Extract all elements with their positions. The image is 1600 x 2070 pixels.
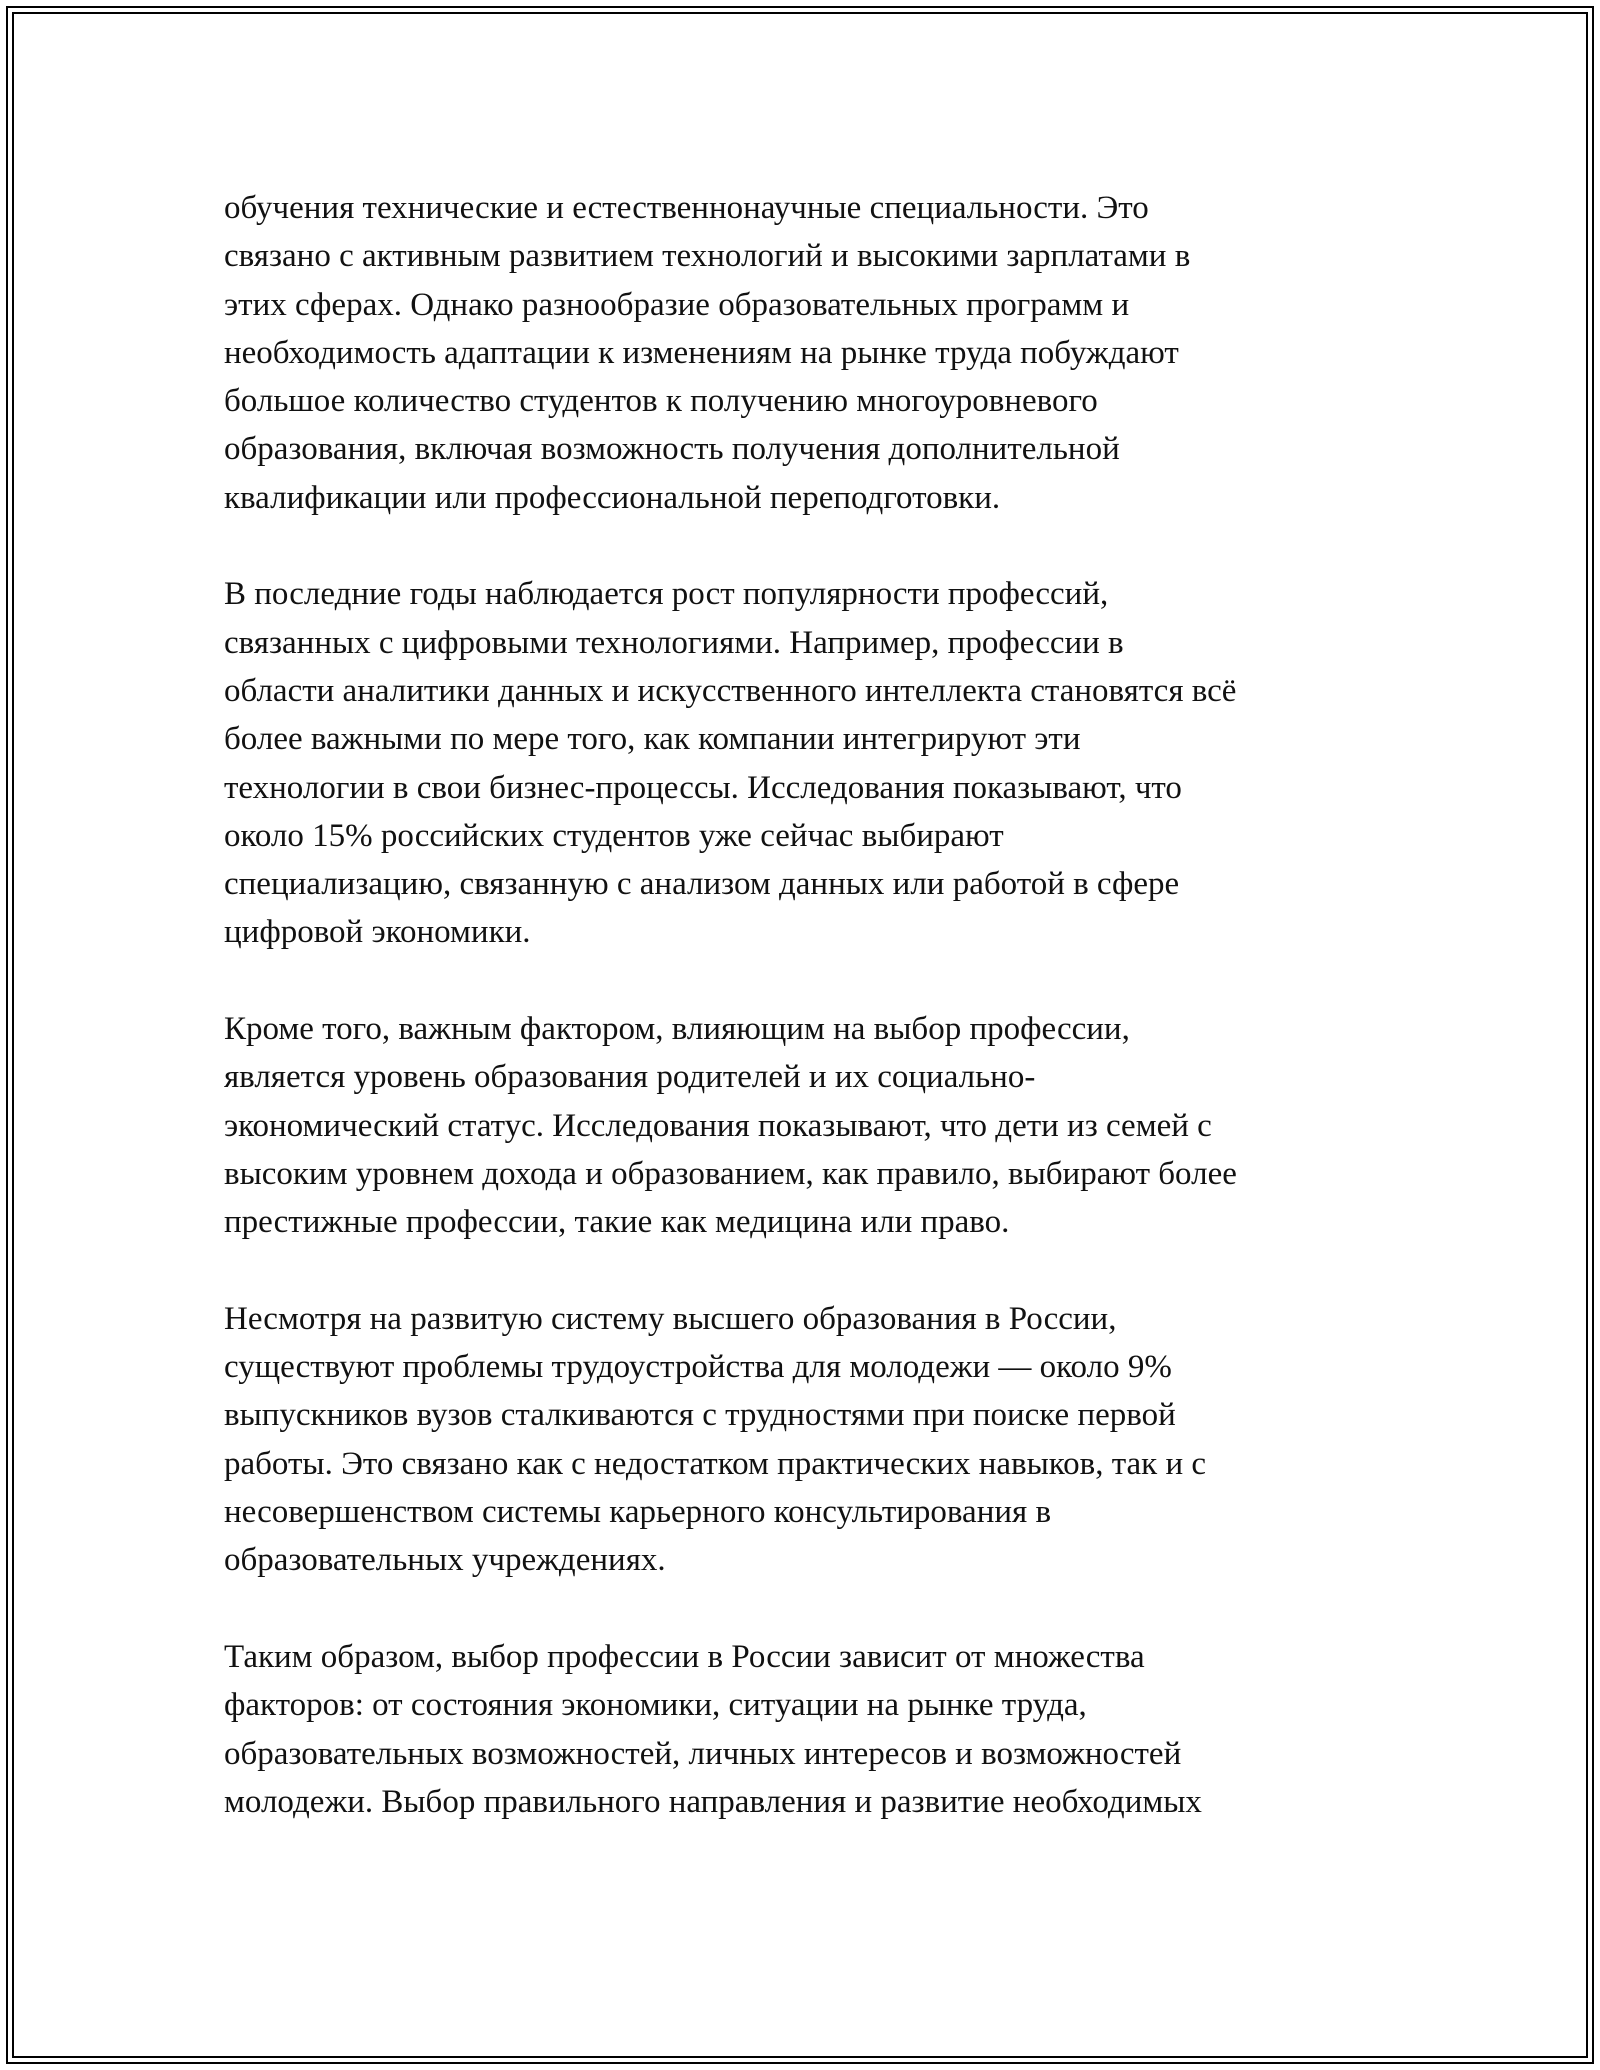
text-line: необходимость адаптации к изменениям на рынке труда побуждают xyxy=(224,334,1179,371)
text-line: Несмотря на развитую систему высшего образования в России, xyxy=(224,1300,1117,1337)
text-line: Таким образом, выбор профессии в России зависит от множества xyxy=(224,1638,1145,1675)
text-line: образовательных учреждениях. xyxy=(224,1542,666,1579)
text-line: связанных с цифровыми технологиями. Например, профессии в xyxy=(224,624,1124,661)
text-line: около 15% российских студентов уже сейчас выбирают xyxy=(224,817,1004,854)
text-line: работы. Это связано как с недостатком практических навыков, так и с xyxy=(224,1445,1207,1482)
text-line: специализацию, связанную с анализом данных или работой в сфере xyxy=(224,866,1180,903)
paragraph-4 xyxy=(224,1295,1384,1585)
text-line: экономический статус. Исследования показывают, что дети из семей с xyxy=(224,1107,1212,1144)
text-line: молодежи. Выбор правильного направления и развитие необходимых xyxy=(224,1783,1202,1820)
text-line: квалификации или профессиональной переподготовки. xyxy=(224,479,1001,516)
text-line: В последние годы наблюдается рост популярности профессий, xyxy=(224,576,1109,613)
document-body xyxy=(224,184,1384,1826)
text-line: обучения технические и естественнонаучные специальности. Это xyxy=(224,190,1149,226)
text-line: области аналитики данных и искусственного интеллекта становятся всё xyxy=(224,672,1237,709)
text-line: несовершенством системы карьерного консультирования в xyxy=(224,1494,1052,1531)
text-line: существуют проблемы трудоустройства для молодежи — около 9% xyxy=(224,1349,1172,1386)
paragraph-3 xyxy=(224,1005,1384,1246)
text-line: факторов: от состояния экономики, ситуации на рынке труда, xyxy=(224,1687,1087,1724)
text-line: высоким уровнем дохода и образованием, как правило, выбирают более xyxy=(224,1155,1237,1192)
text-line: престижные профессии, такие как медицина или право. xyxy=(224,1204,1010,1241)
text-line: этих сферах. Однако разнообразие образовательных программ и xyxy=(224,286,1130,323)
text-line: более важными по мере того, как компании интегрируют эти xyxy=(224,721,1081,758)
text-line: образовательных возможностей, личных интересов и возможностей xyxy=(224,1735,1182,1772)
paragraph-5 xyxy=(224,1633,1384,1826)
text-line: образования, включая возможность получения дополнительной xyxy=(224,431,1120,468)
paragraph-1 xyxy=(224,184,1384,522)
text-line: выпускников вузов сталкиваются с трудностями при поиске первой xyxy=(224,1397,1176,1434)
text-line: большое количество студентов к получению многоуровневого xyxy=(224,383,1098,420)
paragraph-2 xyxy=(224,570,1384,956)
text-line: Кроме того, важным фактором, влияющим на выбор профессии, xyxy=(224,1011,1130,1048)
text-line: является уровень образования родителей и их социально- xyxy=(224,1059,1036,1096)
text-line: технологии в свои бизнес-процессы. Исследования показывают, что xyxy=(224,769,1182,806)
text-line: цифровой экономики. xyxy=(224,914,531,951)
text-line: связано с активным развитием технологий и высокими зарплатами в xyxy=(224,238,1191,275)
